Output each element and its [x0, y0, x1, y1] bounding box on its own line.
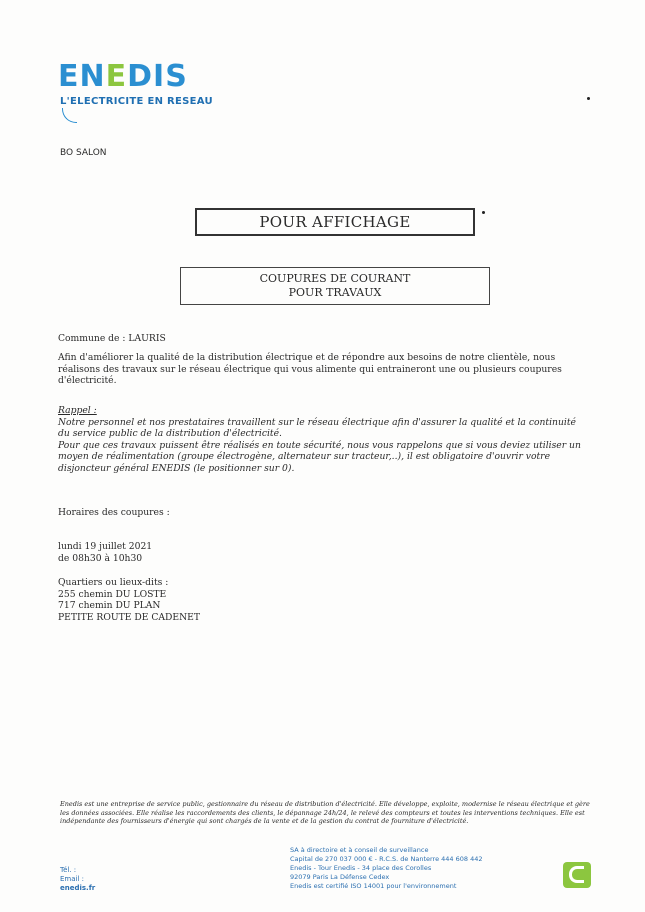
quartiers-block — [58, 577, 588, 623]
outage-time: de 08h30 à 10h30 — [58, 552, 143, 564]
subtitle-line-2: POUR TRAVAUX — [288, 286, 382, 299]
intro-paragraph: Afin d'améliorer la qualité de la distribution électrique et de répondre aux besoins de notre clientèle, nous réalisons des travaux sur le réseau électrique qui vous alimente qui entraineront une ou plusieurs coupures d'électricité. — [58, 352, 562, 386]
enedis-logo — [58, 59, 213, 132]
commune-label: Commune de : LAURIS — [58, 333, 166, 344]
enedis-footer-logo-icon — [563, 862, 591, 888]
company-line: Capital de 270 037 000 € - R.C.S. de Nanterre 444 608 442 — [290, 855, 483, 863]
footer-about: Enedis est une entreprise de service public, gestionnaire du réseau de distribution d'électricité. Elle développe, exploite, modernise le réseau électrique et gère les données associées. Elle réalise les raccordements des clients, le dépannage 24h/24, le relevé des compteurs et toutes les interventions techniques. Elle est indépendante des fournisseurs d'énergie qui sont chargés de la vente et de la gestion du contrat de fourniture d'électricité. — [60, 800, 590, 825]
scan-speck — [587, 97, 590, 100]
scan-speck — [482, 211, 485, 214]
title-box: POUR AFFICHAGE — [195, 208, 475, 236]
company-line: SA à directoire et à conseil de surveillance — [290, 846, 429, 854]
footer-email: Email : — [60, 875, 85, 883]
quartier-item: PETITE ROUTE DE CADENET — [58, 611, 200, 623]
outage-date: lundi 19 juillet 2021 — [58, 541, 153, 552]
footer-company-info — [290, 846, 483, 891]
horaires-title: Horaires des coupures : — [58, 507, 170, 518]
rappel-section — [58, 405, 588, 474]
footer-site-link[interactable]: enedis.fr — [60, 884, 96, 892]
company-line: 92079 Paris La Défense Cedex — [290, 873, 390, 881]
rappel-paragraph-1: Notre personnel et nos prestataires travaillent sur le réseau électrique afin d'assurer la qualité et la continuité du service public de la distribution d'électricité. — [58, 416, 576, 439]
company-line: Enedis est certifié ISO 14001 pour l'environnement — [290, 882, 457, 890]
logo-wordmark: ENEDIS — [58, 59, 188, 94]
rappel-paragraph-2: Pour que ces travaux puissent être réalisés en toute sécurité, nous vous rappelons que si vous deviez utiliser un moyen de réalimentation (groupe électrogène, alternateur sur tracteur,..), il est obligatoire d'ouvrir votre disjoncteur général ENEDIS (le positionner sur 0). — [58, 439, 581, 474]
quartier-item: 255 chemin DU LOSTE — [58, 588, 167, 600]
rappel-label: Rappel : — [58, 405, 97, 416]
footer-contact — [60, 866, 95, 893]
subtitle-line-1: COUPURES DE COURANT — [259, 272, 411, 285]
logo-tagline: L'ELECTRICITE EN RESEAU — [60, 96, 213, 107]
sender-label: BO SALON — [60, 148, 107, 158]
quartier-item: 717 chemin DU PLAN — [58, 600, 161, 611]
quartiers-title: Quartiers ou lieux-dits : — [58, 577, 169, 588]
footer-tel: Tél. : — [60, 866, 77, 874]
horaires-block — [58, 541, 588, 564]
subtitle-box — [180, 267, 490, 305]
company-line: Enedis - Tour Enedis - 34 place des Corolles — [290, 864, 432, 872]
logo-arc-icon — [62, 108, 77, 123]
